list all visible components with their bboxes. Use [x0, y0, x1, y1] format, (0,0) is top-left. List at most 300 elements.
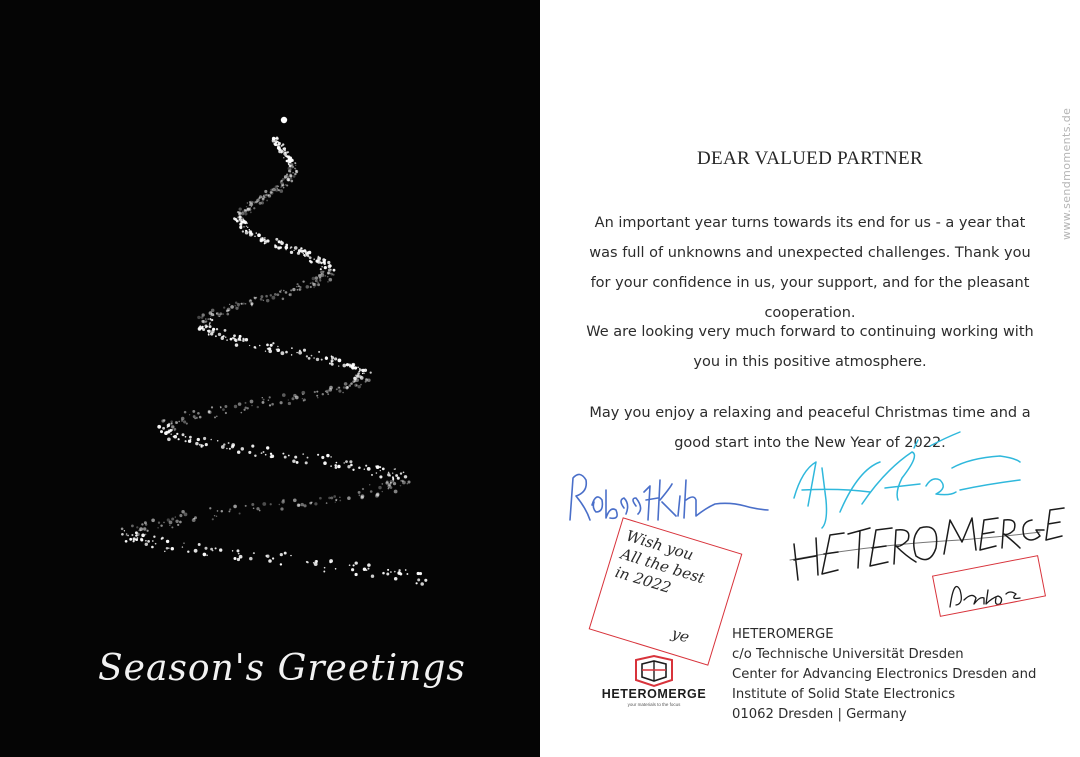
sparkle-dot	[176, 422, 178, 424]
sparkle-dot	[297, 504, 300, 507]
sparkle-dot	[146, 530, 148, 532]
sparkle-dot	[364, 369, 367, 372]
sparkle-dot	[166, 547, 169, 550]
sparkle-dot	[292, 166, 294, 168]
sparkle-dot	[284, 150, 286, 152]
sparkle-dot	[199, 444, 201, 446]
sparkle-dot	[141, 533, 145, 537]
sparkle-dot	[270, 189, 273, 192]
sparkle-dot	[256, 232, 257, 233]
sparkle-dot	[303, 253, 305, 255]
sparkle-dot	[207, 318, 209, 320]
sparkle-dot	[338, 390, 341, 393]
sparkle-dot	[272, 557, 274, 559]
sparkle-dot	[131, 534, 133, 536]
sparkle-dot	[314, 391, 316, 393]
sparkle-dot	[352, 469, 354, 471]
address-line: HETEROMERGE	[732, 627, 834, 642]
sparkle-dot	[319, 497, 322, 500]
sparkle-dot	[173, 436, 175, 438]
sparkle-dot	[181, 420, 183, 422]
sparkle-dot	[352, 380, 355, 383]
sparkle-dot	[390, 571, 392, 573]
sparkle-dot	[388, 488, 390, 490]
sparkle-dot	[183, 420, 186, 423]
sparkle-dot	[261, 452, 263, 454]
sparkle-dot	[239, 207, 242, 210]
sparkle-dot	[349, 460, 352, 463]
sparkle-dot	[169, 524, 171, 526]
sparkle-dot	[171, 547, 174, 550]
sparkle-dot	[207, 330, 210, 333]
sparkle-dot	[294, 246, 298, 250]
sparkle-dot	[249, 345, 250, 346]
sparkle-dot	[387, 569, 389, 571]
sparkle-dot	[245, 402, 247, 404]
sparkle-dot	[243, 226, 244, 227]
sparkle-dot	[254, 454, 256, 456]
sparkle-dot	[184, 513, 188, 517]
sparkle-dot	[201, 320, 204, 323]
sparkle-dot	[233, 505, 237, 509]
sparkle-dot	[291, 354, 293, 356]
sparkle-dot	[216, 416, 218, 418]
sparkle-dot	[337, 386, 340, 389]
sparkle-dot	[317, 283, 320, 286]
sparkle-dot	[303, 504, 306, 507]
letter-heading: DEAR VALUED PARTNER	[697, 148, 923, 169]
sparkle-dot	[321, 456, 324, 459]
sparkle-dot	[208, 325, 211, 328]
sparkle-dot	[268, 559, 272, 563]
watermark-text: www.sendmoments.de	[1060, 107, 1073, 240]
sparkle-dot	[331, 363, 334, 366]
sparkle-dot	[394, 577, 398, 581]
sparkle-dot	[234, 339, 237, 342]
sparkle-dot	[219, 316, 220, 317]
sparkle-dot	[277, 346, 279, 348]
sparkle-dot	[133, 537, 136, 540]
sparkle-dot	[250, 203, 254, 207]
sparkle-dot	[293, 394, 296, 397]
sparkle-dot	[209, 311, 213, 315]
sparkle-dot	[287, 178, 290, 181]
sparkle-dot	[323, 571, 325, 573]
sparkle-dot	[319, 277, 321, 279]
sparkle-dot	[390, 480, 393, 483]
sparkle-dot	[386, 480, 389, 483]
sparkle-dot	[349, 384, 352, 387]
sparkle-dot	[240, 340, 242, 342]
sparkle-dot	[250, 211, 252, 213]
letter-paragraph-1: An important year turns towards its end for us - a year that was full of unknowns and unexpected challenges. Thank you for your confidence in us, your support, and for the pleasant cooperation.	[589, 215, 1031, 321]
sparkle-dot	[376, 472, 378, 474]
sparkle-dot	[256, 507, 259, 510]
sparkle-dot	[262, 401, 265, 404]
sparkle-dot	[354, 377, 356, 379]
sparkle-dot	[202, 328, 205, 331]
sparkle-dot	[251, 405, 253, 407]
sparkle-dot	[305, 461, 308, 464]
sparkle-dot	[265, 295, 268, 298]
sparkle-dot	[296, 461, 299, 464]
sparkle-dot	[302, 280, 304, 282]
sparkle-dot	[209, 323, 210, 324]
sparkle-dot	[316, 358, 319, 361]
sparkle-dot	[355, 561, 358, 564]
sparkle-dot	[326, 391, 328, 393]
sparkle-dot	[251, 503, 254, 506]
letter-paragraph-3: May you enjoy a relaxing and peaceful Christmas time and a good start into the New Year of 2022.	[589, 405, 1031, 451]
sparkle-dot	[329, 363, 331, 365]
sparkle-dot	[208, 333, 210, 335]
sparkle-dot	[283, 187, 285, 189]
sparkle-dot	[330, 273, 333, 276]
sparkle-dot	[152, 540, 154, 542]
sparkle-dot	[281, 145, 283, 147]
sparkle-dot	[246, 226, 247, 227]
sparkle-dot	[171, 434, 172, 435]
sparkle-dot	[307, 457, 309, 459]
sparkle-dot	[317, 397, 318, 398]
sparkle-dot	[228, 442, 230, 444]
sparkle-dot	[285, 291, 288, 294]
sparkle-dot	[358, 466, 361, 469]
sparkle-dot	[266, 555, 269, 558]
sparkle-dot	[136, 526, 138, 528]
sparkle-dot	[204, 547, 207, 550]
sparkle-dot	[260, 295, 263, 298]
sparkle-dot	[170, 423, 173, 426]
sparkle-dot	[320, 262, 322, 264]
sparkle-dot	[224, 329, 227, 332]
sparkle-dot	[217, 510, 219, 512]
sparkle-dot	[219, 548, 222, 551]
sparkle-dot	[359, 375, 362, 378]
sparkle-dot	[347, 496, 351, 500]
sparkle-dot	[158, 522, 160, 524]
sparkle-dot	[246, 206, 247, 207]
sparkle-dot	[234, 405, 237, 408]
sparkle-dot	[264, 243, 266, 245]
sparkle-dot	[284, 175, 287, 178]
sparkle-dot	[241, 303, 242, 304]
sparkle-dot	[164, 432, 167, 435]
sparkle-dot	[386, 573, 389, 576]
sparkle-dot	[294, 456, 297, 459]
sparkle-dot	[335, 466, 338, 469]
sparkle-dot	[317, 454, 319, 456]
sparkle-dot	[246, 230, 248, 232]
sparkle-dot	[268, 349, 272, 353]
sparkle-dot	[151, 546, 154, 549]
sparkle-dot	[214, 515, 215, 516]
sparkle-dot	[358, 491, 361, 494]
sparkle-dot	[288, 455, 290, 457]
sparkle-dot	[237, 303, 240, 306]
sparkle-dot	[284, 552, 287, 555]
sparkle-dot	[294, 173, 296, 175]
sparkle-dot	[235, 307, 238, 310]
sparkle-dot	[292, 172, 293, 173]
sparkle-dot	[334, 464, 337, 467]
sparkle-dot	[205, 443, 208, 446]
sparkle-dot	[276, 348, 280, 352]
sparkle-dot	[228, 510, 230, 512]
sparkle-dot	[301, 503, 304, 506]
sparkle-dot	[222, 408, 225, 411]
sparkle-dot	[216, 328, 218, 330]
sparkle-dot	[268, 194, 272, 198]
sparkle-dot	[351, 363, 355, 367]
logo-tagline: your materials to the focus	[627, 702, 681, 707]
sparkle-dot	[278, 189, 280, 191]
sparkle-dot	[279, 504, 280, 505]
handwritten-note-initials: ye	[669, 624, 692, 647]
sparkle-dot	[370, 371, 372, 373]
sparkle-dot	[237, 558, 240, 561]
sparkle-dot	[326, 454, 329, 457]
sparkle-dot	[228, 309, 230, 311]
sparkle-dot	[392, 476, 394, 478]
sparkle-dot	[259, 510, 261, 512]
sparkle-dot	[420, 582, 424, 586]
sparkle-dot	[358, 371, 360, 373]
sparkle-dot	[209, 507, 211, 509]
sparkle-dot	[292, 397, 295, 400]
sparkle-dot	[229, 508, 231, 510]
sparkle-dot	[238, 213, 241, 216]
sparkle-dot	[312, 277, 316, 281]
sparkle-dot	[371, 574, 374, 577]
sparkle-dot	[254, 346, 256, 349]
sparkle-dot	[211, 330, 214, 333]
sparkle-dot	[392, 472, 393, 473]
sparkle-dot	[389, 486, 392, 489]
sparkle-dot	[198, 543, 201, 546]
sparkle-dot	[209, 318, 211, 320]
sparkle-dot	[285, 249, 286, 250]
sparkle-dot	[278, 148, 281, 151]
sparkle-dot	[184, 411, 187, 414]
sparkle-dot	[254, 297, 257, 300]
sparkle-dot	[197, 316, 200, 319]
sparkle-dot	[233, 334, 236, 337]
sparkle-dot	[157, 527, 159, 529]
sparkle-dot	[175, 516, 176, 517]
sparkle-dot	[327, 281, 328, 282]
sparkle-dot	[131, 525, 134, 528]
sparkle-dot	[270, 191, 271, 192]
sparkle-dot	[223, 306, 225, 308]
sparkle-dot	[311, 355, 313, 357]
sparkle-dot	[379, 475, 382, 478]
sparkle-dot	[270, 294, 272, 296]
sparkle-dot	[141, 523, 143, 525]
sparkle-dot	[212, 314, 214, 316]
sparkle-dot	[379, 466, 381, 468]
sparkle-dot	[336, 462, 338, 464]
sparkle-dot	[280, 187, 281, 188]
sparkle-dot	[359, 494, 361, 496]
sparkle-dot	[297, 289, 299, 291]
sparkle-dot	[378, 486, 381, 489]
sparkle-dot	[282, 453, 284, 455]
sparkle-dot	[220, 407, 222, 409]
sparkle-dot	[306, 355, 308, 357]
sparkle-dot	[259, 234, 261, 236]
sparkle-dot	[214, 416, 216, 418]
sparkle-dot	[201, 444, 203, 446]
sparkle-dot	[224, 405, 227, 408]
sparkle-dot	[404, 475, 407, 478]
sparkle-dot	[290, 247, 291, 248]
sparkle-dot	[230, 305, 234, 309]
sparkle-dot	[355, 375, 356, 376]
sparkle-dot	[265, 351, 266, 352]
sparkle-dot	[259, 202, 262, 205]
sparkle-dot	[269, 396, 271, 398]
sparkle-dot	[277, 293, 280, 296]
sparkle-dot	[300, 247, 302, 249]
sparkle-dot	[177, 433, 178, 434]
sparkle-dot	[247, 407, 249, 409]
sparkle-dot	[280, 181, 282, 183]
sparkle-dot	[315, 560, 317, 562]
sparkle-dot	[290, 171, 292, 173]
sparkle-dot	[147, 540, 150, 543]
sparkle-dot	[313, 258, 315, 260]
sparkle-dot	[161, 419, 164, 422]
sparkle-dot	[238, 553, 240, 555]
sparkle-dot	[313, 357, 315, 359]
address-line: c/o Technische Universität Dresden	[732, 647, 964, 662]
sparkle-dot	[358, 385, 361, 388]
sparkle-dot	[203, 445, 205, 447]
address-line: Institute of Solid State Electronics	[732, 687, 956, 702]
handwritten-note-text: Wish you All the best in 2022	[613, 526, 707, 597]
sparkle-dot	[338, 359, 342, 363]
sparkle-dot	[353, 564, 355, 566]
sparkle-dot	[292, 459, 295, 462]
sparkle-dot	[145, 540, 147, 542]
sparkle-dot	[284, 155, 285, 156]
sparkle-dot	[328, 497, 331, 500]
sparkle-dot	[257, 406, 259, 408]
sparkle-dot	[283, 290, 285, 292]
sparkle-dot	[210, 439, 212, 441]
address-line: 01062 Dresden | Germany	[732, 707, 907, 722]
sparkle-dot	[167, 426, 169, 428]
sparkle-dot	[177, 524, 179, 526]
sparkle-dot	[299, 288, 302, 291]
sparkle-dot	[322, 261, 324, 263]
sparkle-dot	[254, 236, 255, 237]
sparkle-dot	[126, 533, 128, 535]
sparkle-dot	[416, 582, 418, 584]
sparkle-dot	[292, 288, 295, 291]
sparkle-dot	[310, 286, 312, 288]
sparkle-dot	[330, 496, 333, 499]
sparkle-dot	[382, 572, 385, 575]
sparkle-dot	[302, 453, 304, 455]
sparkle-dot	[266, 446, 269, 449]
sparkle-dot	[301, 391, 305, 395]
sparkle-dot	[400, 485, 402, 487]
sparkle-dot	[350, 382, 353, 385]
sparkle-dot	[328, 273, 329, 274]
sparkle-dot	[245, 338, 248, 341]
sparkle-dot	[322, 274, 324, 276]
sparkle-dot	[331, 361, 333, 363]
sparkle-dot	[321, 266, 323, 268]
sparkle-dot	[325, 391, 327, 393]
sparkle-dot	[291, 347, 293, 349]
sparkle-dot	[162, 427, 165, 430]
sparkle-dot	[344, 382, 348, 386]
sparkle-dot	[333, 269, 336, 272]
sparkle-dot	[249, 299, 252, 302]
sparkle-dot	[192, 518, 196, 522]
sparkle-dot	[124, 530, 125, 531]
sparkle-dot	[382, 491, 383, 492]
sparkle-dot	[241, 447, 244, 450]
sparkle-dot	[239, 555, 243, 559]
sparkle-dot	[197, 438, 200, 441]
sparkle-dot	[225, 412, 227, 414]
sparkle-dot	[263, 300, 265, 302]
sparkle-dot	[192, 410, 195, 413]
sparkle-dot	[206, 554, 208, 556]
sparkle-dot	[388, 472, 390, 474]
sparkle-dot	[295, 168, 296, 169]
sparkle-dot	[242, 230, 244, 232]
sparkle-dot	[282, 298, 285, 301]
sparkle-dot	[313, 287, 314, 288]
sparkle-dot	[315, 280, 316, 281]
sparkle-dot	[339, 500, 341, 502]
sparkle-dot	[225, 336, 227, 338]
sparkle-dot	[297, 252, 300, 255]
sparkle-dot	[293, 175, 296, 178]
sparkle-dot	[294, 162, 296, 164]
sparkle-dot	[215, 335, 217, 337]
sparkle-dot	[129, 538, 132, 541]
sparkle-dot	[226, 448, 228, 450]
sparkle-dot	[330, 456, 332, 458]
sparkle-dot	[270, 344, 273, 347]
sparkle-dot	[221, 445, 225, 449]
sparkle-dot	[330, 465, 332, 467]
sparkle-dot	[365, 379, 368, 382]
sparkle-dot	[306, 561, 308, 563]
sparkle-dot	[276, 137, 279, 140]
sparkle-dot	[198, 326, 202, 330]
sparkle-dot	[354, 366, 357, 369]
sparkle-dot	[302, 398, 303, 399]
sparkle-dot	[359, 368, 360, 369]
sparkle-dot	[298, 351, 302, 355]
sparkle-dot	[143, 527, 146, 530]
sparkle-dot	[395, 474, 398, 477]
sparkle-dot	[125, 540, 128, 543]
sparkle-dot	[367, 467, 371, 471]
sparkle-dot	[397, 477, 400, 480]
sparkle-dot	[329, 559, 333, 563]
sparkle-dot	[205, 325, 208, 328]
sparkle-dot	[290, 555, 291, 556]
sparkle-dot	[195, 442, 198, 445]
